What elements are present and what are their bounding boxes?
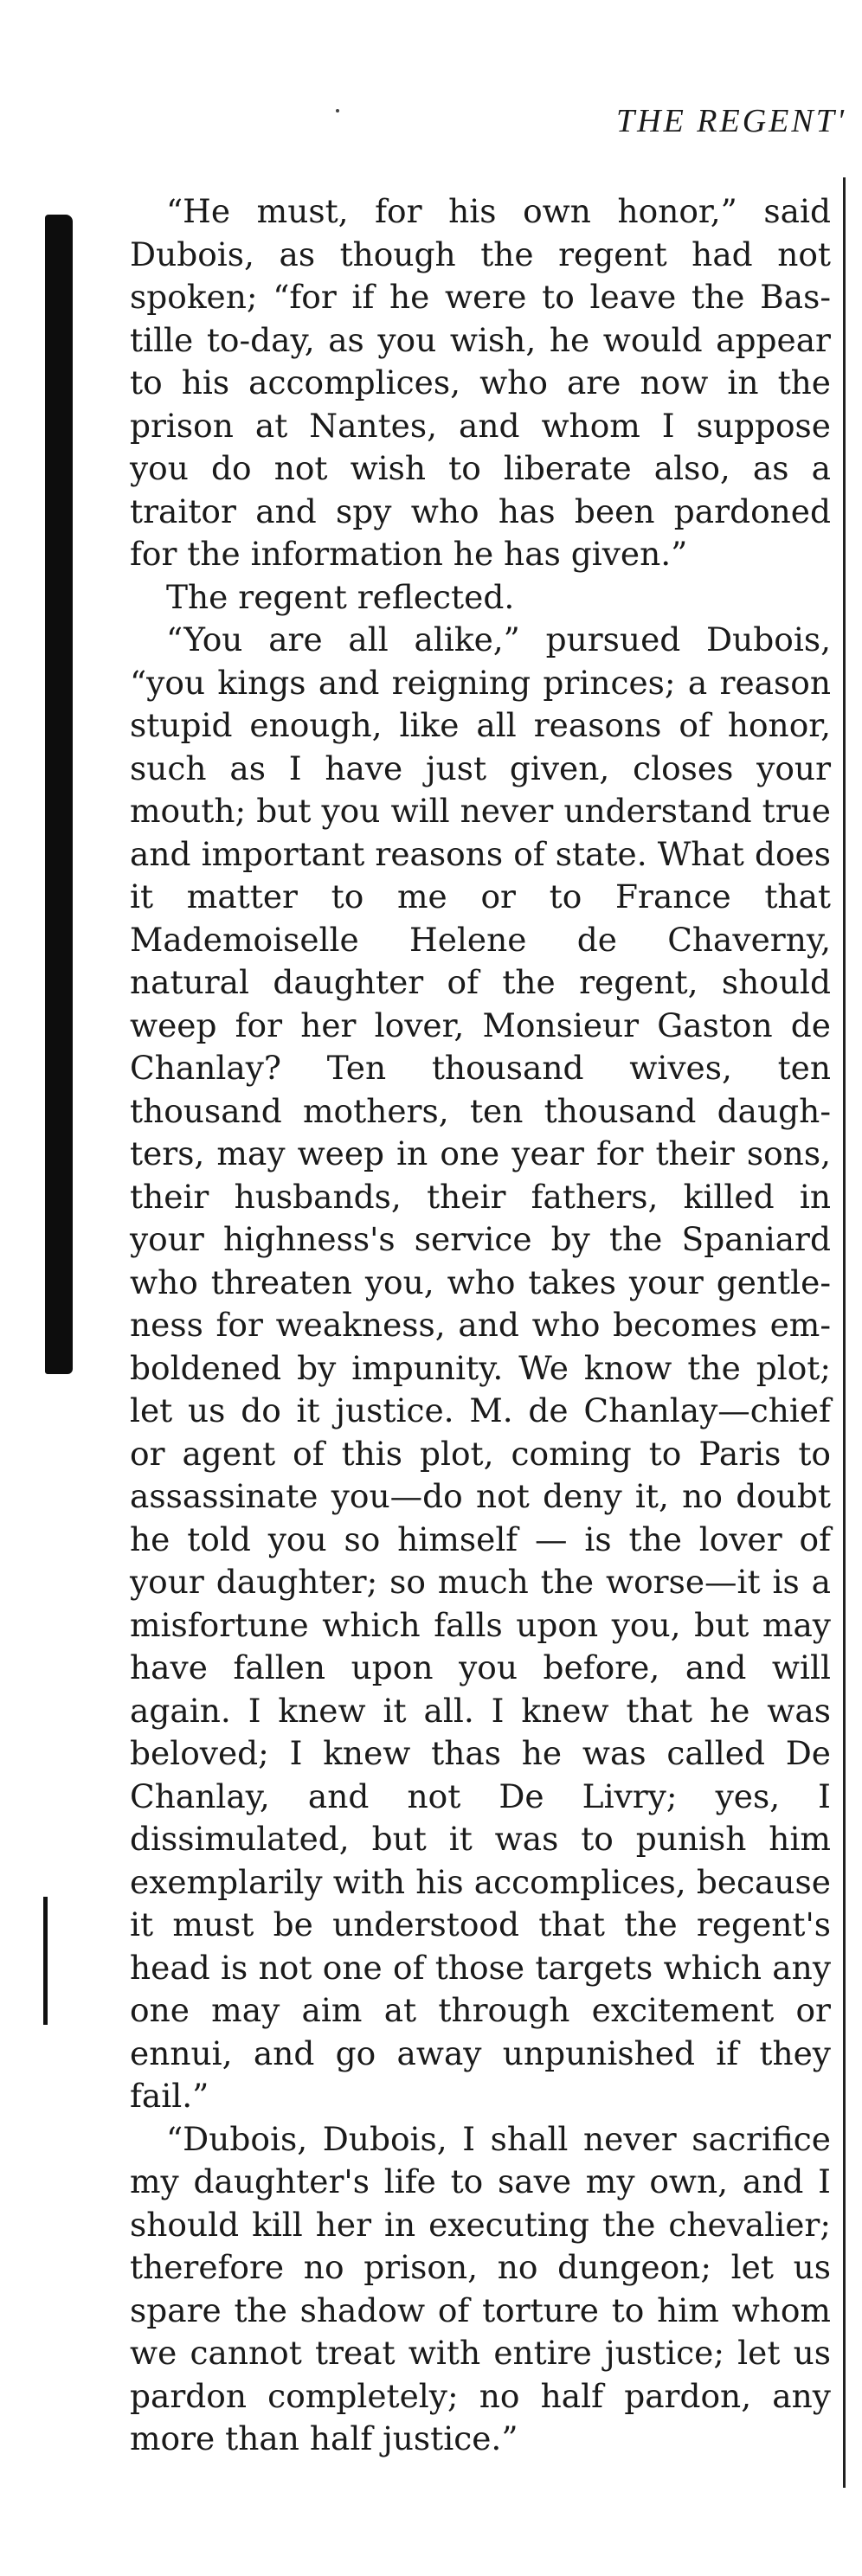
scan-gutter-shadow: [45, 215, 73, 1374]
column-rule: [843, 177, 846, 2488]
paragraph-dubois-honor: “He must, for his own honor,” said Dubois, as though the regent had not spoken; “for if he were to leave the Bastille to-day, as you wish, he would appear to his accomplices, who are now in the prison at Nantes, and whom I suppose you do not wish to liberate also, as a traitor and spy who has been pardoned for the information he has given.”: [130, 192, 831, 573]
paragraph-dubois-speech: “You are all alike,” pursued Dubois, “you kings and reigning princes; a reason stupid enough, like all reasons of honor, such as I have just given, closes your mouth; but you will never understand true and important reasons of state. What does it matter to me or to France that Mademoiselle Helene de Chaverny, natural daughter of the regent, should weep for her lover, Monsieur Gaston de Chanlay? Ten thousand wives, ten thousand mothers, ten thousand daughters, may weep in one year for their sons, their husbands, their fathers, killed in your highness's service by the Spaniard who threaten you, who takes your gentleness for weakness, and who becomes emboldened by impunity. We know the plot; let us do it justice. M. de Chanlay—chief or agent of this plot, coming to Paris to assassinate you—do not deny it, no doubt he told you so himself — is the lover of your daughter; so much the worse—it is a misfortune which falls upon you, but may have fallen upon you before, and will again. I knew it all. I knew that he was beloved; I knew thas he was called De Chanlay, and not De Livry; yes, I dissimulated, but it was to punish him exemplarily with his accomplices, because it must be understood that the regent's head is not one of those targets which any one may aim at through excitement or ennui, and go away unpunished if they fail.”: [130, 620, 831, 2115]
ink-speck: [336, 109, 339, 112]
paragraph-regent-reflected: The regent reflected.: [166, 577, 515, 616]
scan-gutter-mark: [43, 1897, 48, 2025]
body-text: [130, 190, 831, 2461]
paragraph-regent-reply: “Dubois, Dubois, I shall never sacrifice my daughter's life to save my own, and I should kill her in executing the chevalier; therefore no prison, no dungeon; let us spare the shadow of torture to him whom we cannot treat with entire justice; let us pardon completely; no half pardon, any more than half justice.”: [130, 2119, 831, 2457]
running-head: THE REGENT': [616, 103, 846, 139]
